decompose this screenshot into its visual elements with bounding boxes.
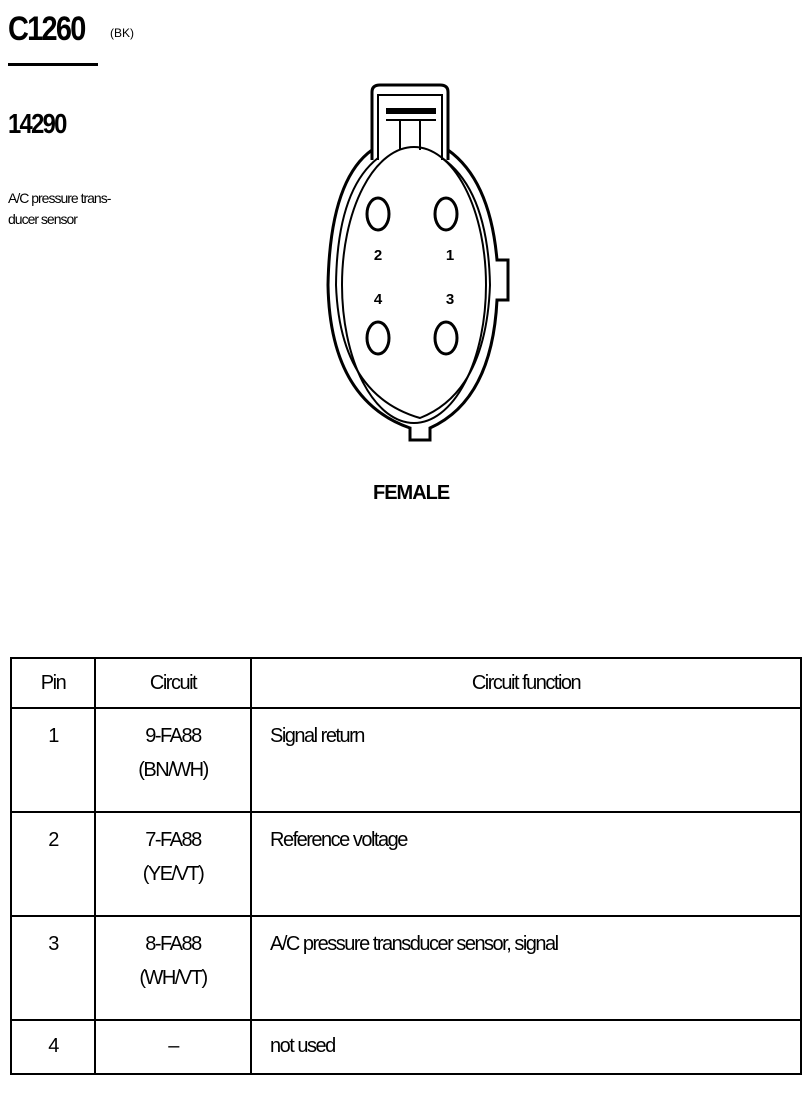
pinout-table <box>10 657 802 1075</box>
circuit-cell <box>95 812 251 916</box>
table-row <box>11 812 801 916</box>
pin-cell: 1 <box>11 708 95 812</box>
table-row <box>11 1020 801 1074</box>
connector-id: C1260 <box>8 10 85 48</box>
pin-label-3: 3 <box>445 291 455 308</box>
table-row <box>11 916 801 1020</box>
pin-cavity-4 <box>367 322 389 354</box>
wire-color: (WH/VT) <box>139 967 207 989</box>
function-cell: A/C pressure transducer sensor, signal <box>251 916 801 1020</box>
description-line: ducer sensor <box>8 211 77 227</box>
part-number: 14290 <box>8 108 66 139</box>
description-line: A/C pressure trans- <box>8 190 111 206</box>
connector-color: (BK) <box>110 26 134 40</box>
pin-label-2: 2 <box>373 247 383 264</box>
pin-cell: 3 <box>11 916 95 1020</box>
wire-color: (BN/WH) <box>138 759 208 781</box>
table-row <box>11 708 801 812</box>
column-header-function: Circuit function <box>251 658 801 708</box>
circuit-number: 8-FA88 <box>145 933 201 955</box>
table-header-row <box>11 658 801 708</box>
pin-cell: 2 <box>11 812 95 916</box>
circuit-cell <box>95 916 251 1020</box>
wire-color: (YE/VT) <box>142 863 204 885</box>
gender-label: FEMALE <box>373 482 450 504</box>
pin-cell: 4 <box>11 1020 95 1074</box>
function-cell: not used <box>251 1020 801 1074</box>
pin-cavities <box>367 198 457 354</box>
circuit-number: 9-FA88 <box>145 725 201 747</box>
function-cell: Signal return <box>251 708 801 812</box>
pin-label-1: 1 <box>445 247 455 264</box>
function-cell: Reference voltage <box>251 812 801 916</box>
part-description <box>8 188 148 230</box>
circuit-number: 7-FA88 <box>145 829 201 851</box>
title-underline <box>8 63 98 66</box>
column-header-circuit: Circuit <box>95 658 251 708</box>
connector-face-diagram <box>300 80 530 450</box>
circuit-cell: – <box>95 1020 251 1074</box>
pin-cavity-1 <box>435 198 457 230</box>
pin-label-4: 4 <box>373 291 383 308</box>
column-header-pin: Pin <box>11 658 95 708</box>
pin-cavity-3 <box>435 322 457 354</box>
pin-cavity-2 <box>367 198 389 230</box>
circuit-cell <box>95 708 251 812</box>
